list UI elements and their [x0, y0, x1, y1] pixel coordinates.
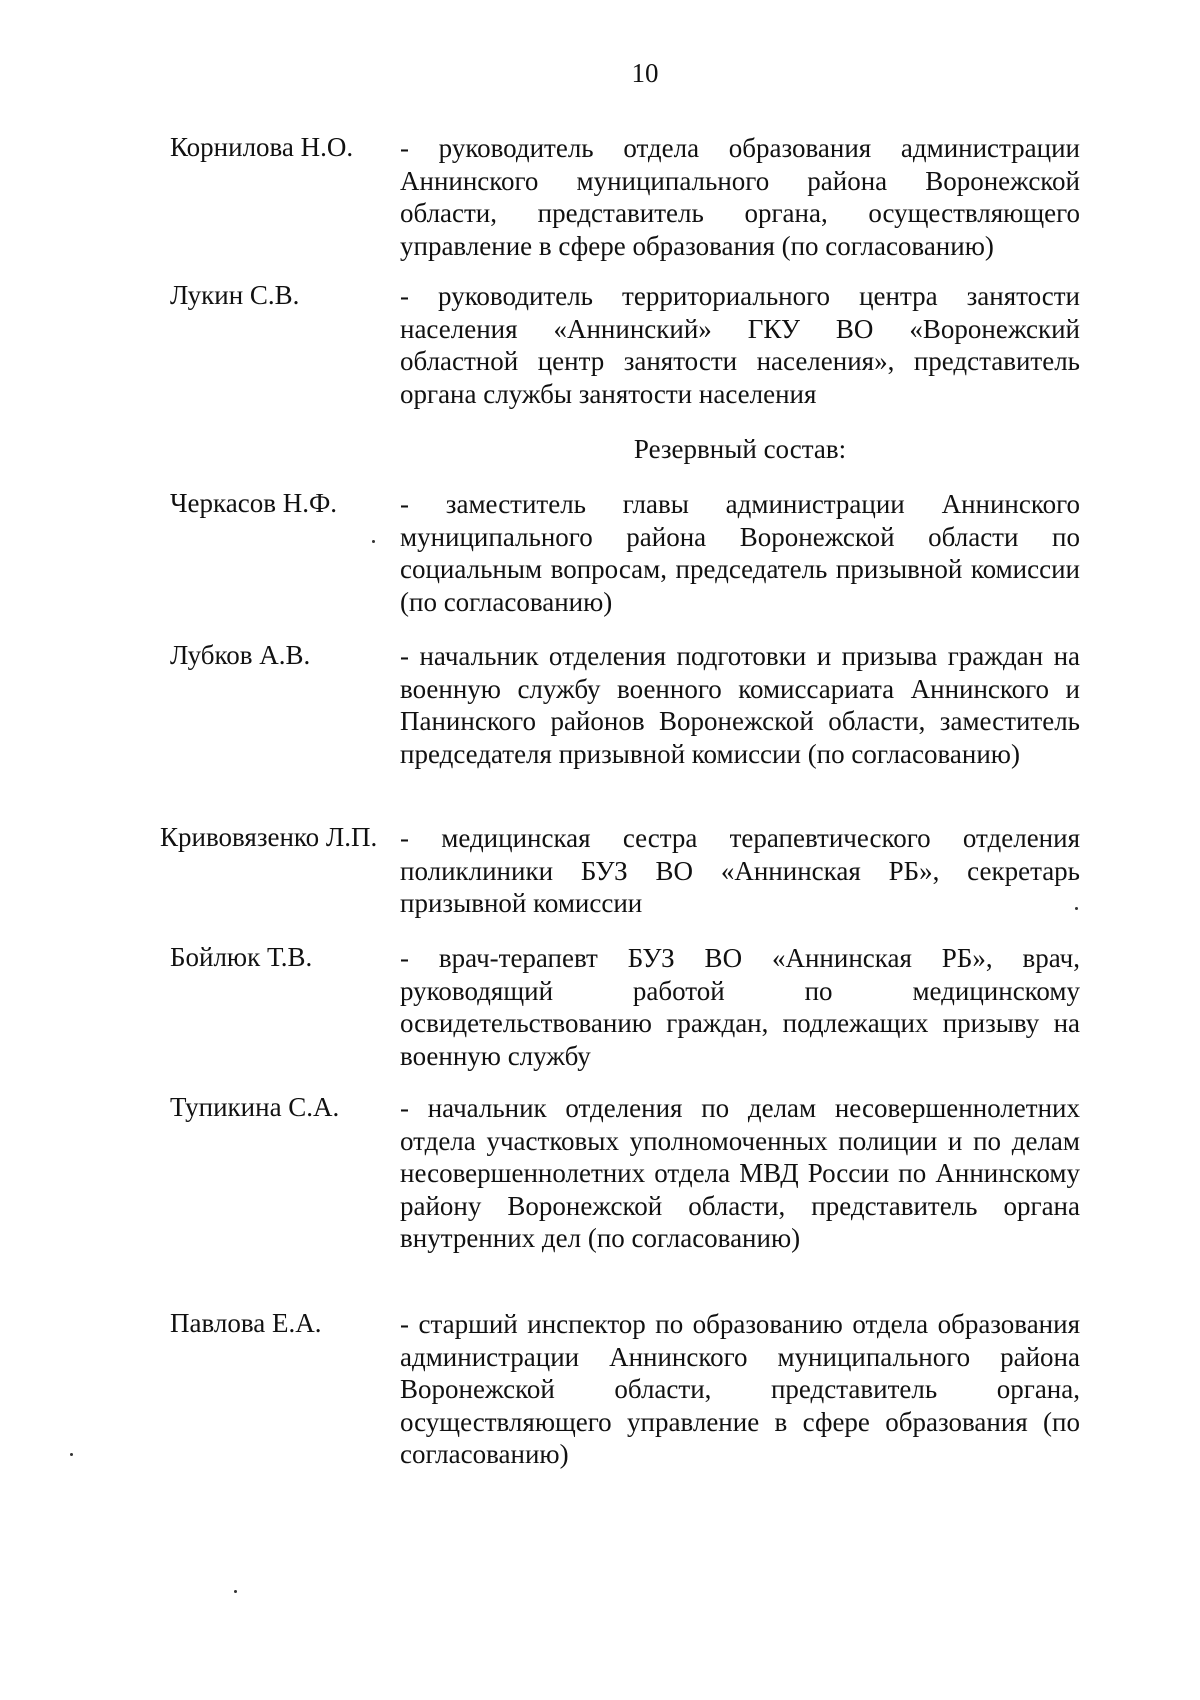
- member-role: - врач-терапевт БУЗ ВО «Аннинская РБ», врач, руководящий работой по медицинскому освидетельствованию граждан, подлежащих призыву на военную службу: [400, 943, 1080, 1071]
- member-name: Тупикина С.А.: [170, 1092, 340, 1122]
- member-role: - начальник отделения подготовки и призыва граждан на военную службу военного комиссариата Аннинского и Панинского районов Воронежской области, заместитель председателя призывной комиссии (по согласованию): [400, 641, 1080, 769]
- member-name: Кривовязенко Л.П.: [160, 822, 378, 852]
- member-role: - начальник отделения по делам несовершеннолетних отдела участковых уполномоченных полиции и по делам несовершеннолетних отдела МВД России по Аннинскому району Воронежской области, представитель органа внутренних дел (по согласованию): [400, 1093, 1080, 1253]
- member-name: Бойлюк Т.В.: [170, 942, 313, 972]
- member-role: - руководитель территориального центра занятости населения «Аннинский» ГКУ ВО «Воронежский областной центр занятости населения», представитель органа службы занятости населения: [400, 281, 1080, 409]
- member-name: Черкасов Н.Ф.: [170, 488, 338, 518]
- scan-speck: [70, 1453, 73, 1456]
- scan-speck: [372, 540, 375, 543]
- page-number: 10: [631, 58, 659, 88]
- member-name: Павлова Е.А.: [170, 1308, 322, 1338]
- scan-speck: [234, 1590, 237, 1593]
- member-role: - заместитель главы администрации Аннинского муниципального района Воронежской области по социальным вопросам, председатель призывной комиссии (по согласованию): [400, 489, 1080, 617]
- member-name: Корнилова Н.О.: [170, 132, 354, 162]
- member-name: Лукин С.В.: [170, 280, 300, 310]
- member-name: Лубков А.В.: [170, 640, 311, 670]
- member-role: - медицинская сестра терапевтического отделения поликлиники БУЗ ВО «Аннинская РБ», секретарь призывной комиссии: [400, 823, 1080, 918]
- reserve-heading: Резервный состав:: [633, 434, 847, 464]
- member-role: - руководитель отдела образования администрации Аннинского муниципального района Воронежской области, представитель органа, осуществляющего управление в сфере образования (по согласованию): [400, 133, 1080, 261]
- member-role: - старший инспектор по образованию отдела образования администрации Аннинского муниципального района Воронежской области, представитель органа, осуществляющего управление в сфере образования (по согласованию): [400, 1309, 1080, 1469]
- scan-speck: [1075, 907, 1078, 910]
